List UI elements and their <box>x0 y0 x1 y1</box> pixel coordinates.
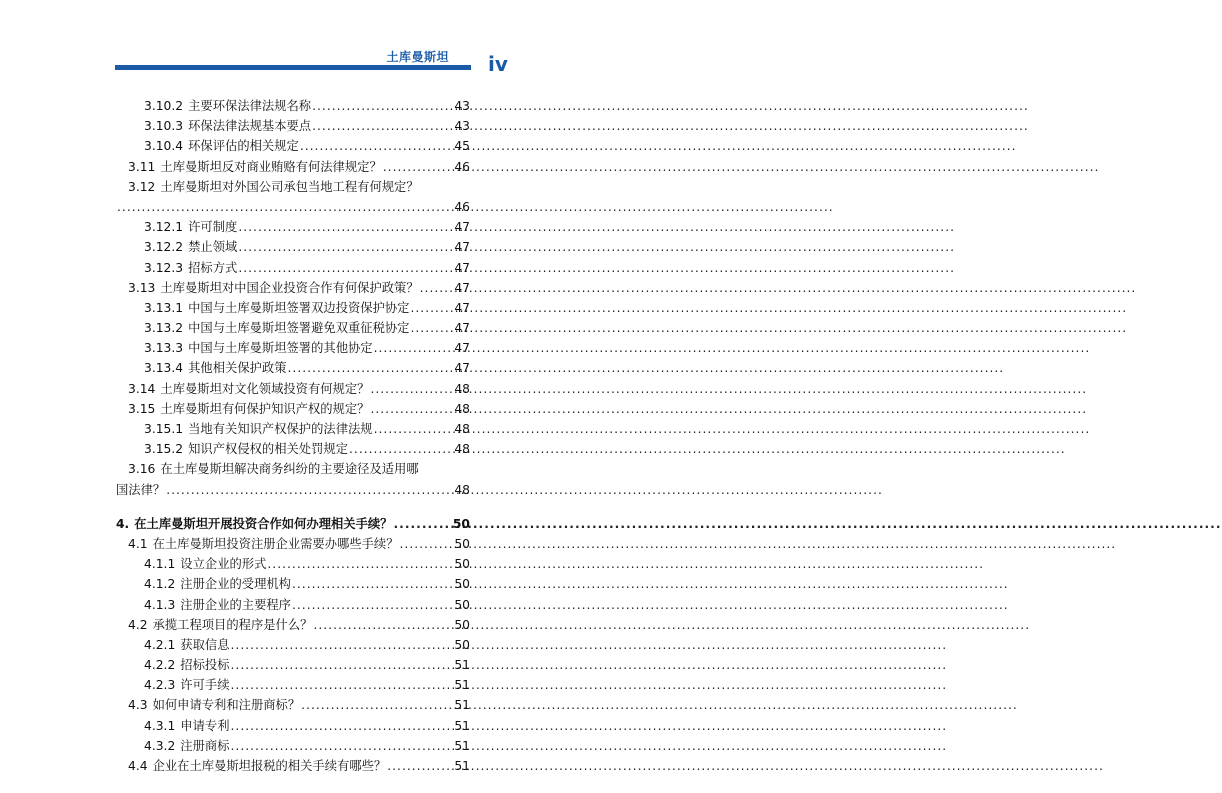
toc-entry-title: 环保法律法规基本要点 <box>188 119 312 134</box>
toc-entry[interactable] <box>116 258 470 278</box>
toc-entry-title: 土库曼斯坦对中国企业投资合作有何保护政策？ <box>160 280 419 295</box>
header-rule <box>115 65 471 70</box>
toc-leader-dots <box>349 439 453 459</box>
toc-leader-dots <box>231 736 454 756</box>
toc-entry-number: 3.15.2 <box>144 442 184 457</box>
toc-entry-page: 47 <box>454 361 470 376</box>
toc-entry-number: 4.1.1 <box>144 557 176 572</box>
toc-entry-title: 注册企业的主要程序 <box>180 597 291 612</box>
toc-entry-title: 许可手续 <box>180 678 230 693</box>
toc-entry-page: 50 <box>454 617 470 632</box>
toc-entry-page: 47 <box>454 260 470 275</box>
toc-entry-number: 4.1 <box>128 536 148 551</box>
toc-leader-dots <box>383 157 454 177</box>
toc-entry[interactable] <box>116 237 470 257</box>
toc-entry-page: 50 <box>452 516 470 531</box>
toc-leader-dots <box>312 96 453 116</box>
toc-entry-page: 43 <box>454 99 470 113</box>
toc-entry-title: 注册商标 <box>180 738 230 753</box>
toc-entry-number: 3.12.1 <box>144 220 184 235</box>
toc-entry-title: 环保评估的相关规定 <box>188 139 299 154</box>
toc-entry[interactable] <box>116 177 470 197</box>
toc-leader-dots <box>238 258 453 278</box>
toc-entry-title: 中国与土库曼斯坦签署的其他协定 <box>188 341 373 356</box>
toc-entry-number: 4.2.3 <box>144 678 176 693</box>
toc-entry[interactable] <box>116 635 470 655</box>
toc-leader-dots <box>117 197 453 217</box>
toc-entry-title: 申请专利 <box>180 718 230 733</box>
toc-entry-page: 51 <box>454 718 470 733</box>
toc-entry[interactable] <box>116 298 470 318</box>
toc-leader-dots <box>300 136 454 156</box>
toc-entry-title: 获取信息 <box>180 637 230 652</box>
toc-entry-page: 46 <box>454 159 470 174</box>
toc-entry[interactable] <box>116 358 470 378</box>
toc-entry-page: 51 <box>454 759 470 773</box>
toc-entry-page: 50 <box>454 557 470 572</box>
toc-leader-dots <box>393 514 451 534</box>
toc-leader-dots <box>374 419 454 439</box>
toc-entry[interactable] <box>116 217 470 237</box>
toc-entry[interactable] <box>116 419 470 439</box>
toc-entry-title: 中国与土库曼斯坦签署避免双重征税协定 <box>188 321 410 336</box>
toc-entry-title: 土库曼斯坦有何保护知识产权的规定？ <box>160 401 370 416</box>
toc-entry-page: 47 <box>454 280 470 295</box>
toc-entry-number: 3.15 <box>128 401 156 416</box>
toc-entry-title: 招标方式 <box>188 260 238 275</box>
toc-entry[interactable] <box>116 439 470 459</box>
toc-leader-dots <box>313 615 453 635</box>
toc-entry-number: 3.11 <box>128 159 156 174</box>
toc-leader-dots <box>267 554 453 574</box>
toc-entry-number: 4.3.1 <box>144 718 176 733</box>
toc-entry-page: 48 <box>454 401 470 416</box>
toc-entry-continuation <box>116 480 470 500</box>
toc-entry-title: 承揽工程项目的程序是什么？ <box>152 617 313 632</box>
toc-entry-title: 土库曼斯坦反对商业贿赂有何法律规定？ <box>160 159 382 174</box>
toc-leader-dots <box>231 675 454 695</box>
toc-entry-number: 4.1.2 <box>144 577 176 592</box>
toc-entry-title: 土库曼斯坦对外国公司承包当地工程有何规定？ <box>160 179 419 194</box>
toc-entry[interactable] <box>116 116 470 136</box>
toc-entry-number: 4. <box>116 516 130 531</box>
toc-entry-title: 招标投标 <box>180 658 230 673</box>
toc-entry[interactable] <box>116 574 470 594</box>
toc-entry-title: 中国与土库曼斯坦签署双边投资保护协定 <box>188 300 410 315</box>
toc-leader-dots <box>231 635 454 655</box>
toc-entry-number: 4.2.2 <box>144 658 176 673</box>
toc-entry[interactable] <box>116 379 470 399</box>
toc-entry-page: 50 <box>454 597 470 612</box>
toc-entry-page: 47 <box>454 321 470 336</box>
toc-entry[interactable] <box>116 534 470 554</box>
toc-entry-page: 51 <box>454 738 470 753</box>
toc-entry-number: 4.4 <box>128 759 148 773</box>
toc-entry-page: 50 <box>454 577 470 592</box>
toc-entry[interactable] <box>116 157 470 177</box>
toc-entry-number: 3.13.3 <box>144 341 184 356</box>
toc-entry[interactable] <box>116 399 470 419</box>
section-spacer <box>116 500 470 514</box>
toc-entry[interactable] <box>116 136 470 156</box>
toc-entry-number: 3.15.1 <box>144 422 184 436</box>
toc-entry-number: 3.12.3 <box>144 260 184 275</box>
toc-entry[interactable] <box>116 338 470 358</box>
toc-leader-dots <box>292 574 453 594</box>
toc-entry-number: 4.2 <box>128 617 148 632</box>
toc-entry-number: 4.1.3 <box>144 597 176 612</box>
toc-entry[interactable] <box>116 615 470 635</box>
toc-entry-number: 4.3 <box>128 698 148 713</box>
toc-leader-dots <box>370 399 453 419</box>
toc-entry[interactable] <box>116 278 470 298</box>
toc-entry-number: 4.2.1 <box>144 637 176 652</box>
toc-entry-page: 48 <box>454 381 470 396</box>
page-number: iv <box>488 52 508 76</box>
toc-entry-page: 51 <box>454 678 470 693</box>
toc-entry[interactable] <box>116 736 470 756</box>
toc-leader-dots <box>288 358 454 378</box>
toc-leader-dots <box>231 716 454 736</box>
toc-entry-page: 46 <box>454 199 470 214</box>
toc-entry-page: 48 <box>454 482 470 497</box>
toc-leader-dots <box>410 318 453 338</box>
toc-entry-number: 3.13 <box>128 280 156 295</box>
toc-entry-title-continued: 国法律？ <box>116 482 166 497</box>
toc-entry-number: 3.12.2 <box>144 240 184 255</box>
toc-entry-title: 禁止领域 <box>188 240 238 255</box>
toc-entry-number: 3.14 <box>128 381 156 396</box>
toc-entry-page: 51 <box>454 698 470 713</box>
toc-entry-number: 3.16 <box>128 462 156 477</box>
toc-entry-page: 45 <box>454 139 470 154</box>
toc-entry-number: 3.13.4 <box>144 361 184 376</box>
toc-entry-title: 企业在土库曼斯坦报税的相关手续有哪些？ <box>152 759 387 773</box>
toc-entry-number: 3.12 <box>128 179 156 194</box>
toc-entry-title: 当地有关知识产权保护的法律法规 <box>188 422 373 436</box>
table-of-contents <box>116 96 470 776</box>
toc-leader-dots <box>420 278 454 298</box>
toc-chapter-entry[interactable] <box>116 514 470 534</box>
toc-entry[interactable] <box>116 96 470 116</box>
toc-entry[interactable] <box>116 695 470 715</box>
toc-entry[interactable] <box>116 716 470 736</box>
toc-entry-title: 知识产权侵权的相关处罚规定 <box>188 442 348 457</box>
toc-leader-dots <box>231 655 454 675</box>
toc-entry-page: 47 <box>454 220 470 235</box>
toc-entry-number: 3.13.2 <box>144 321 184 336</box>
toc-leader-dots <box>166 480 453 500</box>
toc-entry-title: 许可制度 <box>188 220 238 235</box>
toc-entry-title: 在土库曼斯坦开展投资合作如何办理相关手续？ <box>134 516 393 531</box>
toc-entry-page: 51 <box>454 658 470 673</box>
toc-leader-dots <box>238 217 453 237</box>
toc-entry-title: 注册企业的受理机构 <box>180 577 291 592</box>
toc-entry-number: 3.10.3 <box>144 119 184 134</box>
toc-leader-dots <box>410 298 453 318</box>
toc-entry-page: 48 <box>454 442 470 457</box>
toc-entry-title: 如何申请专利和注册商标？ <box>152 698 301 713</box>
toc-entry-page: 50 <box>454 536 470 551</box>
toc-entry-title: 设立企业的形式 <box>180 557 267 572</box>
toc-entry-number: 4.3.2 <box>144 738 176 753</box>
toc-entry-title: 其他相关保护政策 <box>188 361 287 376</box>
toc-entry[interactable] <box>116 756 470 776</box>
toc-entry-page: 47 <box>454 341 470 356</box>
toc-entry-number: 3.10.2 <box>144 99 184 113</box>
toc-leader-dots <box>370 379 453 399</box>
toc-entry-continuation <box>116 197 470 217</box>
toc-leader-dots <box>400 534 454 554</box>
toc-entry[interactable] <box>116 655 470 675</box>
toc-entry[interactable] <box>116 318 470 338</box>
toc-leader-dots <box>374 338 454 358</box>
toc-entry-number: 3.10.4 <box>144 139 184 154</box>
toc-entry-title: 在土库曼斯坦投资注册企业需要办哪些手续？ <box>152 536 399 551</box>
toc-entry-title: 主要环保法律法规名称 <box>188 99 312 113</box>
toc-entry-title: 土库曼斯坦对文化领域投资有何规定？ <box>160 381 370 396</box>
toc-entry[interactable] <box>116 459 470 479</box>
toc-entry-title: 在土库曼斯坦解决商务纠纷的主要途径及适用哪 <box>160 462 419 477</box>
toc-entry-page: 47 <box>454 240 470 255</box>
toc-entry-page: 47 <box>454 300 470 315</box>
toc-entry-page: 50 <box>454 637 470 652</box>
toc-entry-page: 48 <box>454 422 470 436</box>
running-header-title: 土库曼斯坦 <box>386 50 449 64</box>
toc-entry[interactable] <box>116 554 470 574</box>
toc-entry[interactable] <box>116 595 470 615</box>
toc-leader-dots <box>238 237 453 257</box>
toc-leader-dots <box>301 695 453 715</box>
toc-leader-dots <box>292 595 453 615</box>
toc-leader-dots <box>312 116 453 136</box>
toc-entry[interactable] <box>116 675 470 695</box>
toc-entry-page: 43 <box>454 119 470 134</box>
toc-leader-dots <box>387 756 453 776</box>
toc-entry-number: 3.13.1 <box>144 300 184 315</box>
